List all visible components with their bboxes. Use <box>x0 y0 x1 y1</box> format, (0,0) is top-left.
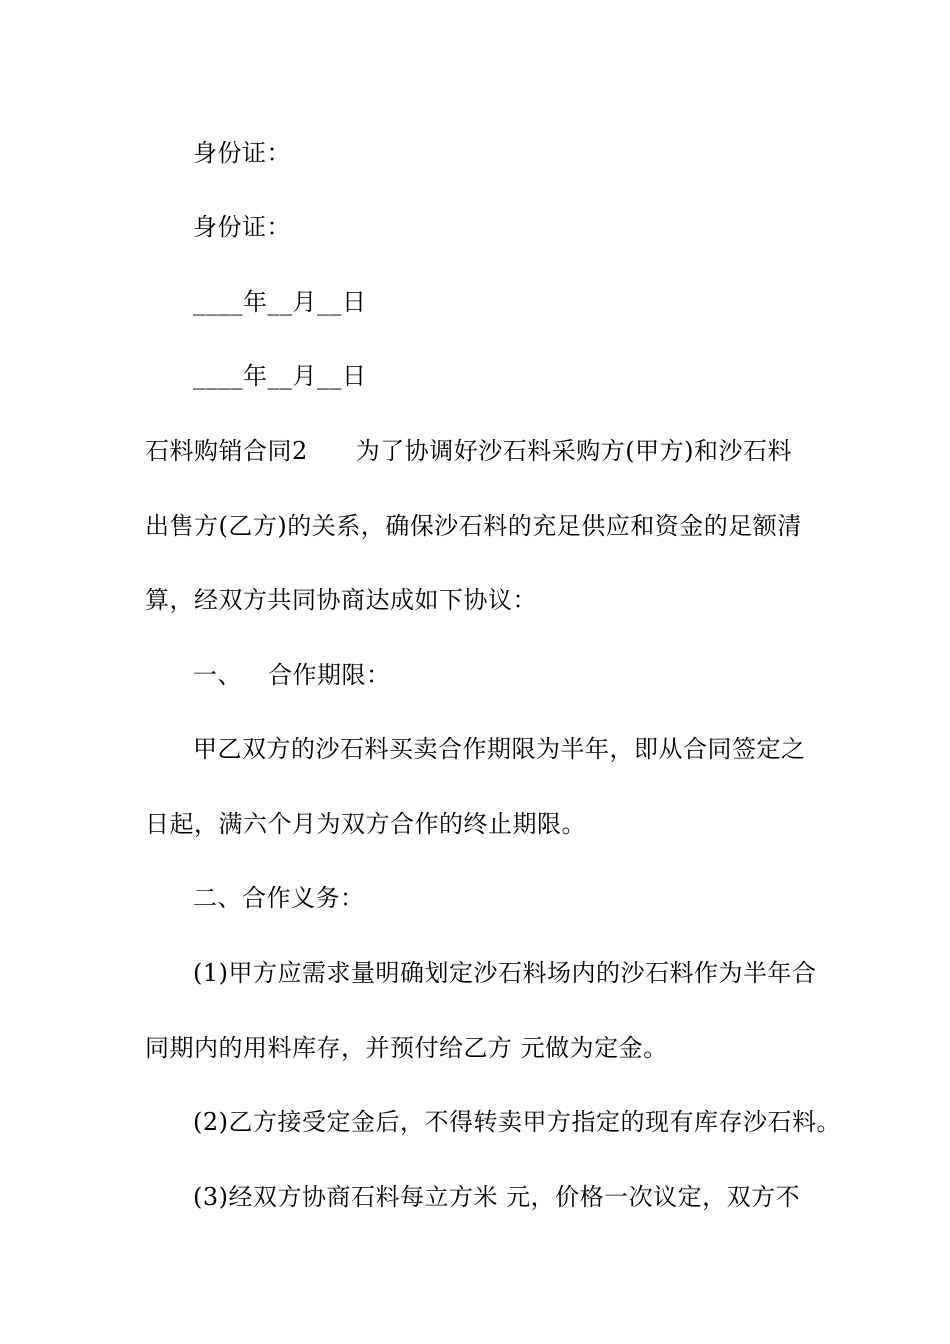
section-heading-2: 二、合作义务： <box>193 884 365 912</box>
intro-text-1: 为了协调好沙石料采购方(甲方)和沙石料 <box>355 437 793 465</box>
duty-item-1b: 同期内的用料库存，并预付给乙方 元做为定金。 <box>145 1034 668 1062</box>
duty-item-3: (3)经双方协商石料每立方米 元，价格一次议定，双方不 <box>193 1183 801 1211</box>
id-card-line-1: 身份证： <box>193 139 291 167</box>
duty-item-1a: (1)甲方应需求量明确划定沙石料场内的沙石料作为半年合 <box>193 959 817 987</box>
term-text-2: 日起，满六个月为双方合作的终止期限。 <box>145 810 586 838</box>
intro-text-2: 出售方(乙方)的关系，确保沙石料的充足供应和资金的足额清 <box>145 512 802 540</box>
section-heading-1 <box>193 660 391 690</box>
contract-title: 石料购销合同2 <box>145 437 308 465</box>
date-line-1: ____年__月__日 <box>193 288 367 316</box>
intro-text-3: 算，经双方共同协商达成如下协议： <box>145 586 537 614</box>
contract-intro-line <box>145 436 792 466</box>
id-card-line-2: 身份证： <box>193 213 291 241</box>
section-title-1: 合作期限： <box>268 661 391 689</box>
duty-item-2: (2)乙方接受定金后，不得转卖甲方指定的现有库存沙石料。 <box>193 1108 841 1136</box>
date-line-2: ____年__月__日 <box>193 362 367 390</box>
section-number-1: 一、 <box>193 661 242 689</box>
term-text-1: 甲乙双方的沙石料买卖合作期限为半年，即从合同签定之 <box>193 735 806 763</box>
